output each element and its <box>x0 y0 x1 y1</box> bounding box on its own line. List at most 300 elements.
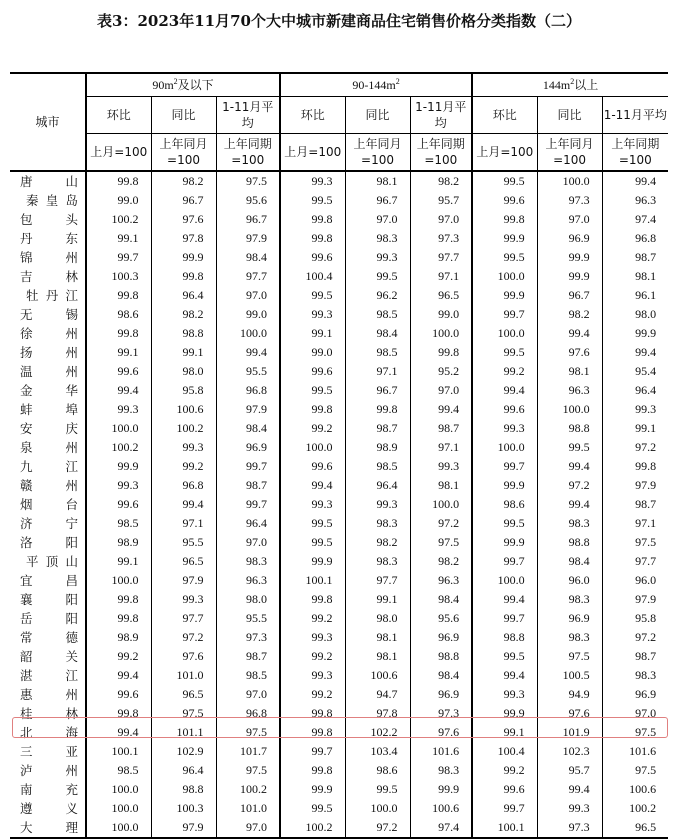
index-value: 100.4 <box>280 267 345 286</box>
index-value: 96.7 <box>345 381 410 400</box>
city-name: 宜 昌 <box>20 573 78 588</box>
index-value: 99.1 <box>86 552 151 571</box>
table-row <box>10 704 668 723</box>
index-value: 97.4 <box>602 210 668 229</box>
index-value: 98.0 <box>216 590 280 609</box>
index-value: 97.2 <box>410 514 472 533</box>
index-value: 99.7 <box>472 552 537 571</box>
index-value: 98.4 <box>216 248 280 267</box>
index-value: 96.7 <box>345 191 410 210</box>
index-value: 96.5 <box>410 286 472 305</box>
index-value: 99.8 <box>86 609 151 628</box>
index-value: 100.0 <box>472 571 537 590</box>
city-name: 唐 山 <box>20 174 78 189</box>
city-name: 蚌 埠 <box>20 402 78 417</box>
index-value: 99.3 <box>280 171 345 191</box>
index-value: 101.1 <box>151 723 216 742</box>
index-value: 99.3 <box>537 799 602 818</box>
index-value: 98.9 <box>86 533 151 552</box>
index-value: 97.0 <box>602 704 668 723</box>
index-value: 99.2 <box>472 362 537 381</box>
table-row <box>10 590 668 609</box>
index-value: 100.5 <box>537 666 602 685</box>
index-value: 98.8 <box>151 324 216 343</box>
index-value: 98.5 <box>86 761 151 780</box>
table-row <box>10 476 668 495</box>
index-value: 99.7 <box>86 248 151 267</box>
index-value: 99.8 <box>280 210 345 229</box>
index-value: 98.2 <box>151 171 216 191</box>
index-value: 101.0 <box>151 666 216 685</box>
table-row <box>10 533 668 552</box>
subheader-avg: 1-11月平均 <box>216 97 280 134</box>
city-name: 九 江 <box>20 459 78 474</box>
index-value: 95.5 <box>151 533 216 552</box>
table-title: 表3：2023年11月70个大中城市新建商品住宅销售价格分类指数（二） <box>97 12 581 30</box>
index-value: 99.5 <box>472 647 537 666</box>
index-value: 96.5 <box>602 818 668 838</box>
city-name: 济 宁 <box>20 516 78 531</box>
index-value: 99.4 <box>537 324 602 343</box>
index-value: 98.7 <box>216 476 280 495</box>
index-value: 98.1 <box>537 362 602 381</box>
table-row <box>10 818 668 838</box>
index-value: 98.7 <box>410 419 472 438</box>
index-value: 99.4 <box>602 343 668 362</box>
index-value: 98.8 <box>410 647 472 666</box>
index-value: 99.1 <box>280 324 345 343</box>
index-value: 99.5 <box>280 514 345 533</box>
base-header-mom: 上月=100 <box>472 134 537 172</box>
index-value: 99.6 <box>86 495 151 514</box>
index-value: 94.7 <box>345 685 410 704</box>
index-value: 99.2 <box>151 457 216 476</box>
index-value: 100.2 <box>602 799 668 818</box>
index-value: 99.0 <box>216 305 280 324</box>
index-value: 100.0 <box>537 400 602 419</box>
index-value: 99.3 <box>86 400 151 419</box>
index-value: 97.6 <box>151 647 216 666</box>
index-value: 99.8 <box>86 286 151 305</box>
index-value: 96.9 <box>537 609 602 628</box>
index-value: 96.0 <box>602 571 668 590</box>
city-name: 平 顶 山 <box>26 554 78 569</box>
index-value: 99.0 <box>86 191 151 210</box>
city-name: 扬 州 <box>20 345 78 360</box>
index-value: 97.0 <box>216 818 280 838</box>
index-value: 100.0 <box>86 419 151 438</box>
index-value: 100.2 <box>86 438 151 457</box>
index-value: 99.7 <box>280 742 345 761</box>
index-value: 97.7 <box>216 267 280 286</box>
index-value: 96.8 <box>602 229 668 248</box>
index-value: 99.4 <box>86 666 151 685</box>
index-value: 99.5 <box>472 171 537 191</box>
index-value: 99.4 <box>151 495 216 514</box>
table-row <box>10 267 668 286</box>
city-name: 锦 州 <box>20 250 78 265</box>
index-value: 97.0 <box>410 210 472 229</box>
index-value: 97.1 <box>602 514 668 533</box>
index-value: 99.8 <box>86 590 151 609</box>
base-header-mom: 上月=100 <box>280 134 345 172</box>
subheader-mom: 环比 <box>86 97 151 134</box>
index-value: 97.0 <box>537 210 602 229</box>
index-value: 98.3 <box>537 628 602 647</box>
index-value: 95.7 <box>537 761 602 780</box>
index-value: 99.2 <box>472 761 537 780</box>
index-value: 100.4 <box>472 742 537 761</box>
index-value: 95.2 <box>410 362 472 381</box>
index-value: 99.8 <box>602 457 668 476</box>
base-header-mom: 上月=100 <box>86 134 151 172</box>
index-value: 100.1 <box>472 818 537 838</box>
city-column-header: 城市 <box>10 73 86 171</box>
index-value: 99.7 <box>472 457 537 476</box>
index-value: 96.7 <box>216 210 280 229</box>
index-value: 95.4 <box>602 362 668 381</box>
index-value: 99.1 <box>602 419 668 438</box>
city-name: 无 锡 <box>20 307 78 322</box>
index-value: 99.8 <box>410 343 472 362</box>
index-value: 99.6 <box>86 362 151 381</box>
index-value: 97.8 <box>345 704 410 723</box>
index-value: 100.1 <box>280 571 345 590</box>
index-value: 96.4 <box>151 761 216 780</box>
index-value: 100.0 <box>410 324 472 343</box>
index-value: 99.5 <box>345 267 410 286</box>
index-value: 99.9 <box>280 552 345 571</box>
index-value: 99.1 <box>345 590 410 609</box>
index-value: 98.4 <box>410 666 472 685</box>
index-value: 97.4 <box>410 818 472 838</box>
index-value: 99.6 <box>280 248 345 267</box>
index-value: 99.5 <box>345 780 410 799</box>
index-value: 96.1 <box>602 286 668 305</box>
city-name: 秦 皇 岛 <box>26 193 78 208</box>
index-value: 99.3 <box>280 666 345 685</box>
city-name: 金 华 <box>20 383 78 398</box>
index-value: 98.7 <box>216 647 280 666</box>
city-name: 三 亚 <box>20 744 78 759</box>
index-value: 99.5 <box>472 343 537 362</box>
table-row <box>10 552 668 571</box>
index-value: 98.2 <box>151 305 216 324</box>
index-value: 100.0 <box>280 438 345 457</box>
index-value: 98.7 <box>602 248 668 267</box>
index-value: 99.3 <box>410 457 472 476</box>
index-value: 99.9 <box>151 248 216 267</box>
index-value: 98.1 <box>345 628 410 647</box>
index-value: 99.5 <box>280 533 345 552</box>
index-value: 96.9 <box>410 685 472 704</box>
index-value: 98.7 <box>602 495 668 514</box>
index-value: 98.6 <box>472 495 537 514</box>
index-value: 99.9 <box>537 267 602 286</box>
table-row <box>10 171 668 191</box>
index-value: 99.5 <box>537 438 602 457</box>
subheader-mom: 环比 <box>472 97 537 134</box>
index-value: 99.8 <box>151 267 216 286</box>
table-row <box>10 229 668 248</box>
index-value: 97.2 <box>151 628 216 647</box>
index-value: 98.2 <box>345 533 410 552</box>
table-row <box>10 305 668 324</box>
index-value: 99.3 <box>472 685 537 704</box>
index-value: 97.3 <box>537 191 602 210</box>
index-value: 99.4 <box>86 723 151 742</box>
index-value: 99.4 <box>410 400 472 419</box>
index-value: 98.3 <box>345 552 410 571</box>
index-value: 101.7 <box>216 742 280 761</box>
table-row <box>10 191 668 210</box>
city-name: 泸 州 <box>20 763 78 778</box>
base-header-avg: 上年同期=100 <box>410 134 472 172</box>
index-value: 96.5 <box>151 552 216 571</box>
subheader-yoy: 同比 <box>151 97 216 134</box>
index-value: 96.3 <box>602 191 668 210</box>
index-value: 102.3 <box>537 742 602 761</box>
index-value: 97.5 <box>410 533 472 552</box>
table-row <box>10 685 668 704</box>
index-value: 99.2 <box>86 647 151 666</box>
index-value: 98.5 <box>345 343 410 362</box>
index-value: 96.7 <box>537 286 602 305</box>
index-value: 98.8 <box>472 628 537 647</box>
index-value: 96.4 <box>602 381 668 400</box>
index-value: 95.6 <box>410 609 472 628</box>
index-value: 99.4 <box>86 381 151 400</box>
index-value: 99.9 <box>410 780 472 799</box>
index-value: 99.3 <box>472 419 537 438</box>
index-value: 97.3 <box>410 229 472 248</box>
index-value: 97.5 <box>216 723 280 742</box>
index-value: 103.4 <box>345 742 410 761</box>
index-value: 97.7 <box>345 571 410 590</box>
city-name: 南 充 <box>20 782 78 797</box>
index-value: 98.5 <box>345 457 410 476</box>
index-value: 100.1 <box>86 742 151 761</box>
index-value: 99.7 <box>472 609 537 628</box>
index-value: 99.7 <box>472 305 537 324</box>
table-row <box>10 799 668 818</box>
index-value: 99.8 <box>280 761 345 780</box>
index-value: 99.4 <box>472 590 537 609</box>
table-row <box>10 780 668 799</box>
index-value: 96.9 <box>602 685 668 704</box>
table-row <box>10 666 668 685</box>
table-row <box>10 571 668 590</box>
index-value: 100.0 <box>216 324 280 343</box>
index-value: 99.8 <box>280 723 345 742</box>
index-value: 96.8 <box>216 704 280 723</box>
table-row <box>10 647 668 666</box>
index-value: 97.1 <box>151 514 216 533</box>
index-value: 97.9 <box>216 229 280 248</box>
index-value: 99.2 <box>280 609 345 628</box>
table-row <box>10 248 668 267</box>
index-value: 99.8 <box>280 229 345 248</box>
index-value: 100.0 <box>345 799 410 818</box>
index-value: 100.6 <box>345 666 410 685</box>
index-value: 99.9 <box>472 229 537 248</box>
index-value: 99.4 <box>537 495 602 514</box>
index-value: 102.9 <box>151 742 216 761</box>
index-value: 99.4 <box>472 381 537 400</box>
index-value: 97.0 <box>410 381 472 400</box>
subheader-yoy: 同比 <box>537 97 602 134</box>
index-value: 99.6 <box>280 457 345 476</box>
index-value: 98.8 <box>151 780 216 799</box>
index-value: 99.3 <box>280 628 345 647</box>
index-value: 97.5 <box>602 723 668 742</box>
index-value: 99.8 <box>280 400 345 419</box>
index-value: 102.2 <box>345 723 410 742</box>
table-row <box>10 723 668 742</box>
index-value: 100.6 <box>410 799 472 818</box>
index-value: 97.8 <box>151 229 216 248</box>
index-value: 99.3 <box>280 495 345 514</box>
table-row <box>10 457 668 476</box>
index-value: 98.8 <box>537 419 602 438</box>
city-name: 赣 州 <box>20 478 78 493</box>
index-value: 98.4 <box>216 419 280 438</box>
index-value: 99.3 <box>345 495 410 514</box>
price-index-table <box>10 72 668 839</box>
index-value: 97.9 <box>602 476 668 495</box>
index-value: 99.8 <box>86 171 151 191</box>
index-value: 98.3 <box>602 666 668 685</box>
index-value: 97.6 <box>151 210 216 229</box>
index-value: 97.6 <box>410 723 472 742</box>
table-row <box>10 362 668 381</box>
index-value: 96.3 <box>410 571 472 590</box>
index-value: 99.8 <box>280 704 345 723</box>
index-value: 97.0 <box>216 685 280 704</box>
index-value: 97.9 <box>602 590 668 609</box>
index-value: 100.0 <box>472 324 537 343</box>
table-row <box>10 324 668 343</box>
index-value: 96.3 <box>537 381 602 400</box>
city-name: 徐 州 <box>20 326 78 341</box>
index-value: 97.0 <box>216 286 280 305</box>
index-value: 98.8 <box>537 533 602 552</box>
index-value: 99.5 <box>280 799 345 818</box>
subheader-avg: 1-11月平均 <box>410 97 472 134</box>
index-value: 99.8 <box>280 590 345 609</box>
index-value: 98.3 <box>216 552 280 571</box>
city-name: 遵 义 <box>20 801 78 816</box>
index-value: 99.9 <box>86 457 151 476</box>
group-header-large: $144m^2$以上 <box>472 73 668 97</box>
index-value: 98.1 <box>345 647 410 666</box>
table-row <box>10 438 668 457</box>
city-name: 吉 林 <box>20 269 78 284</box>
group-header-small: $90m^2$及以下 <box>86 73 280 97</box>
base-header-yoy: 上年同月=100 <box>345 134 410 172</box>
table-row <box>10 343 668 362</box>
index-value: 99.4 <box>537 780 602 799</box>
index-value: 97.0 <box>345 210 410 229</box>
index-value: 99.8 <box>345 400 410 419</box>
index-value: 97.5 <box>537 647 602 666</box>
index-value: 100.2 <box>216 780 280 799</box>
index-value: 97.2 <box>602 438 668 457</box>
city-name: 大 理 <box>10 818 86 838</box>
index-value: 99.3 <box>280 305 345 324</box>
index-value: 99.1 <box>86 229 151 248</box>
index-value: 101.6 <box>410 742 472 761</box>
city-name: 岳 阳 <box>20 611 78 626</box>
city-name: 牡 丹 江 <box>26 288 78 303</box>
index-value: 98.2 <box>410 552 472 571</box>
index-value: 100.0 <box>472 438 537 457</box>
group-header-medium: $90-144m^2$ <box>280 73 472 97</box>
index-value: 98.7 <box>345 419 410 438</box>
index-value: 99.5 <box>280 381 345 400</box>
index-value: 99.5 <box>472 248 537 267</box>
index-value: 95.7 <box>410 191 472 210</box>
base-header-avg: 上年同期=100 <box>602 134 668 172</box>
index-value: 99.8 <box>472 210 537 229</box>
index-value: 100.3 <box>151 799 216 818</box>
index-value: 98.2 <box>410 171 472 191</box>
index-value: 99.4 <box>280 476 345 495</box>
index-value: 97.6 <box>537 343 602 362</box>
index-value: 99.4 <box>602 171 668 191</box>
subheader-yoy: 同比 <box>345 97 410 134</box>
index-value: 97.5 <box>216 171 280 191</box>
table-row <box>10 609 668 628</box>
index-value: 101.9 <box>537 723 602 742</box>
city-name: 韶 关 <box>20 649 78 664</box>
index-value: 98.1 <box>410 476 472 495</box>
index-value: 99.9 <box>472 286 537 305</box>
index-value: 96.9 <box>537 229 602 248</box>
index-value: 98.9 <box>86 628 151 647</box>
index-value: 99.9 <box>602 324 668 343</box>
index-value: 100.0 <box>86 571 151 590</box>
index-value: 98.2 <box>537 305 602 324</box>
index-value: 100.2 <box>86 210 151 229</box>
index-value: 99.3 <box>151 438 216 457</box>
index-value: 99.8 <box>86 324 151 343</box>
index-value: 96.4 <box>216 514 280 533</box>
index-value: 99.3 <box>345 248 410 267</box>
city-name: 北 海 <box>20 725 78 740</box>
index-value: 99.5 <box>472 514 537 533</box>
index-value: 99.4 <box>216 343 280 362</box>
index-value: 99.6 <box>472 400 537 419</box>
table-row <box>10 742 668 761</box>
index-value: 99.9 <box>472 533 537 552</box>
index-value: 100.0 <box>410 495 472 514</box>
index-value: 97.5 <box>602 533 668 552</box>
index-value: 99.2 <box>280 685 345 704</box>
index-value: 99.7 <box>472 799 537 818</box>
index-value: 98.0 <box>345 609 410 628</box>
index-value: 97.0 <box>216 533 280 552</box>
base-header-yoy: 上年同月=100 <box>151 134 216 172</box>
index-value: 100.2 <box>151 419 216 438</box>
table-row <box>10 419 668 438</box>
index-value: 99.9 <box>472 704 537 723</box>
index-value: 98.5 <box>86 514 151 533</box>
index-value: 100.2 <box>280 818 345 838</box>
base-header-avg: 上年同期=100 <box>216 134 280 172</box>
subheader-avg: 1-11月平均 <box>602 97 668 134</box>
index-value: 98.0 <box>602 305 668 324</box>
